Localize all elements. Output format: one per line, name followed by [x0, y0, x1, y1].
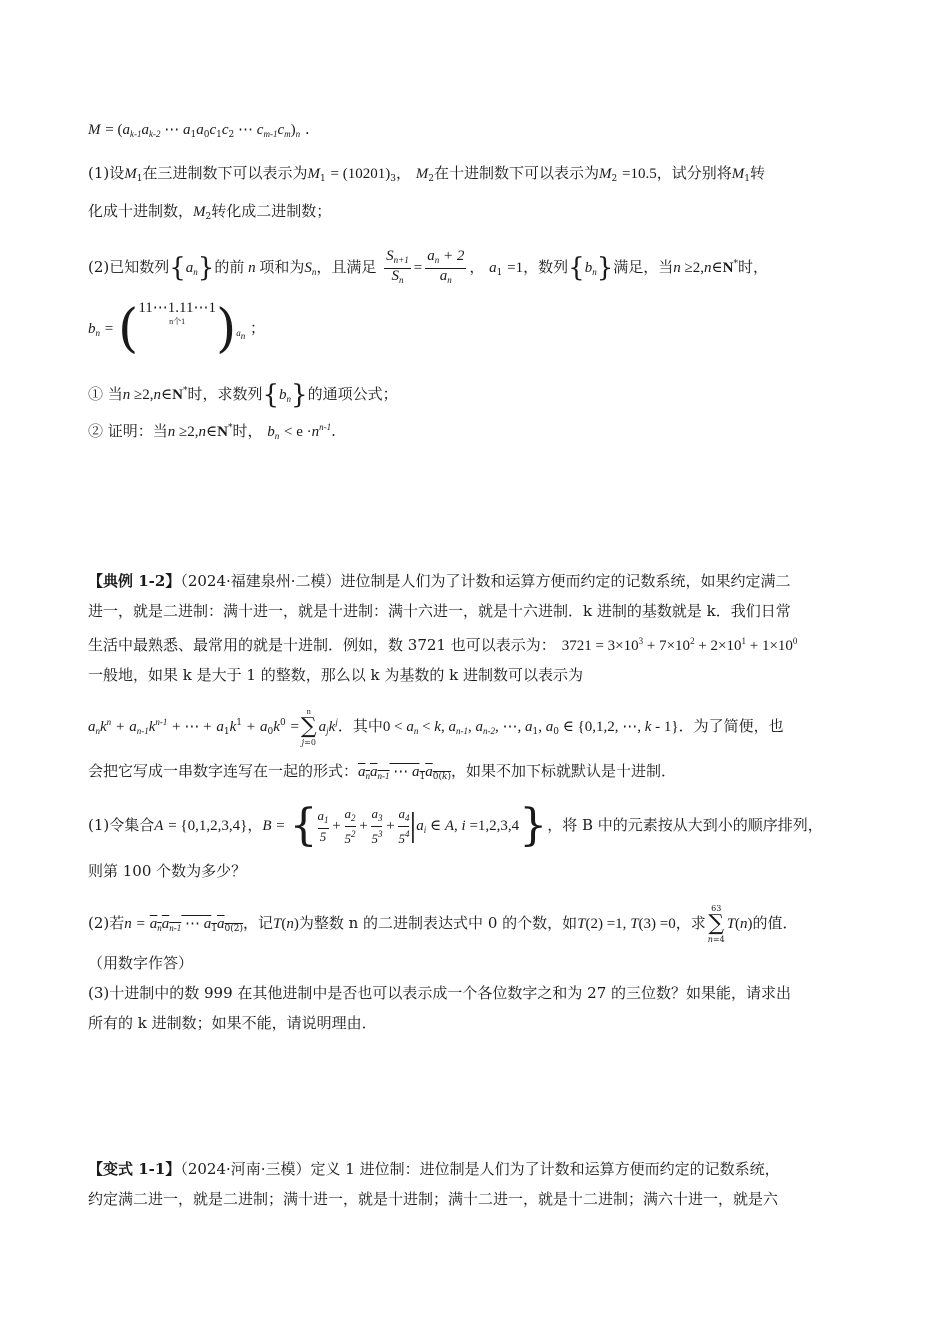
question-1-line-1: (1)设$M_1$在三进制数下可以表示为$M_1 = (10201)_3$， $M_2$在十进制数下可以表示为$M_2 =10.5$，试分别将$M_1$转 [88, 164, 766, 184]
example-1-2-line-6: 会把它写成一串数字连写在一起的形式：$a_na_{n-1}$ ⋯ $a_1a_{0(k)}$，如果不加下标就默认是十进制． [88, 762, 676, 782]
fraction-s-ratio: $\frac{S_{n+1}}{S_n}$ [386, 247, 409, 285]
fraction-a-ratio: $\frac{a_n + 2}{a_n}$ [427, 247, 465, 285]
example-1-2-question-3: (3)十进制中的数 999 在其他进制中是否也可以表示成一个各位数字之和为 27 的三位数？如果能，请求出 [88, 984, 792, 1002]
variant-1-1-line-1: 【变式 1-1】（2024·河南·三模）定义 1 进位制：进位制是人们为了计数和运算方便而约定的记数系统， [88, 1160, 780, 1178]
formula-M: $M = (a_{k-1}a_{k-2}$ ⋯ $a_1a_0c_1c_2$ ⋯ $c_{m-1}c_m)_n$ . [88, 120, 310, 140]
variant-1-1-line-2: 约定满二进一，就是二进制；满十进一，就是十进制；满十二进一，就是十二进制；满六十进一，就是六 [88, 1190, 779, 1208]
example-1-2-line-2: 进一，就是二进制：满十进一，就是十进制：满十六进一，就是十六进制．k 进制的基数就是 k．我们日常 [88, 602, 791, 620]
example-1-2-line-3: 生活中最熟悉、最常用的就是十进制．例如，数 3721 也可以表示为： $3721 = 3\times 10^3 + 7\times 10^2 + 2\times 10^1 + 1\times 10^0$ [88, 636, 798, 654]
example-1-2-question-2: (2)若$n = a_na_{n-1}$ ⋯ $a_1a_{0(2)}$，记T(n)为整数 n 的二进制表达式中 0 的个数，如T(2) =1, T(3) =0，求 63 ∑ n=4 T(n)的值． [88, 904, 798, 944]
sub-question-2: ② 证明：当n ≥2,n∈N*时， $b_n < e \cdot n^{n-1}$. [88, 422, 336, 441]
example-1-2-question-1: (1)令集合A = {0,1,2,3,4}，B = { $\frac{a_1}{5}$ + $\frac{a_2}{5^2}$ + $\frac{a_3}{5^3}$ + $\frac{a_4}{5^4}$ $|a_i$ ∈ A, i =1,2,3,4}，将 B 中的元素按从大到小的顺序排列， [88, 800, 823, 851]
bn-definition: $b_n$ = ( 11⋯1.11⋯1 n个1 )$_{a_n}$ ； [88, 299, 266, 359]
example-1-2-question-3-line-2: 所有的 k 进制数；如果不能，请说明理由． [88, 1014, 377, 1032]
example-1-2-line-1: 【典例 1-2】（2024·福建泉州·二模）进位制是人们为了计数和运算方便而约定的记数系统，如果约定满二 [88, 572, 791, 590]
example-1-2-line-5: $a_nk^n + a_{n-1}k^{n-1}$ + ⋯ + $a_1k^1 + a_0k^0$ = n ∑ j=0 $a_jk^j$．其中$0 < a_n < k$, $a_{n-1}$, $a_{n-2}$, ⋯, $a_1$, $a_0$ ∈ {0,1,2, ⋯, k - 1}．为了简便，也 [88, 707, 784, 747]
sub-question-1: ① 当n ≥2,n∈N*时，求数列$\{b_n\}$的通项公式； [88, 380, 398, 410]
question-1-line-2: 化成十进制数，$M_2$转化成二进制数； [88, 202, 332, 222]
example-1-2-question-2-line-2: （用数字作答） [88, 954, 194, 972]
question-2-line-1: (2)已知数列$\{a_n\}$的前 n 项和为$S_n$，且满足 $\frac{S_{n+1}}{S_n}$ = $\frac{a_n + 2}{a_n}$ ， $a_1 =1$，数列$\{b_n\}$满足，当n ≥2,n∈N*时， [88, 248, 870, 289]
example-1-2-line-4: 一般地，如果 k 是大于 1 的整数，那么以 k 为基数的 k 进制数可以表示为 [88, 666, 583, 684]
example-1-2-question-1-line-2: 则第 100 个数为多少？ [88, 862, 247, 880]
